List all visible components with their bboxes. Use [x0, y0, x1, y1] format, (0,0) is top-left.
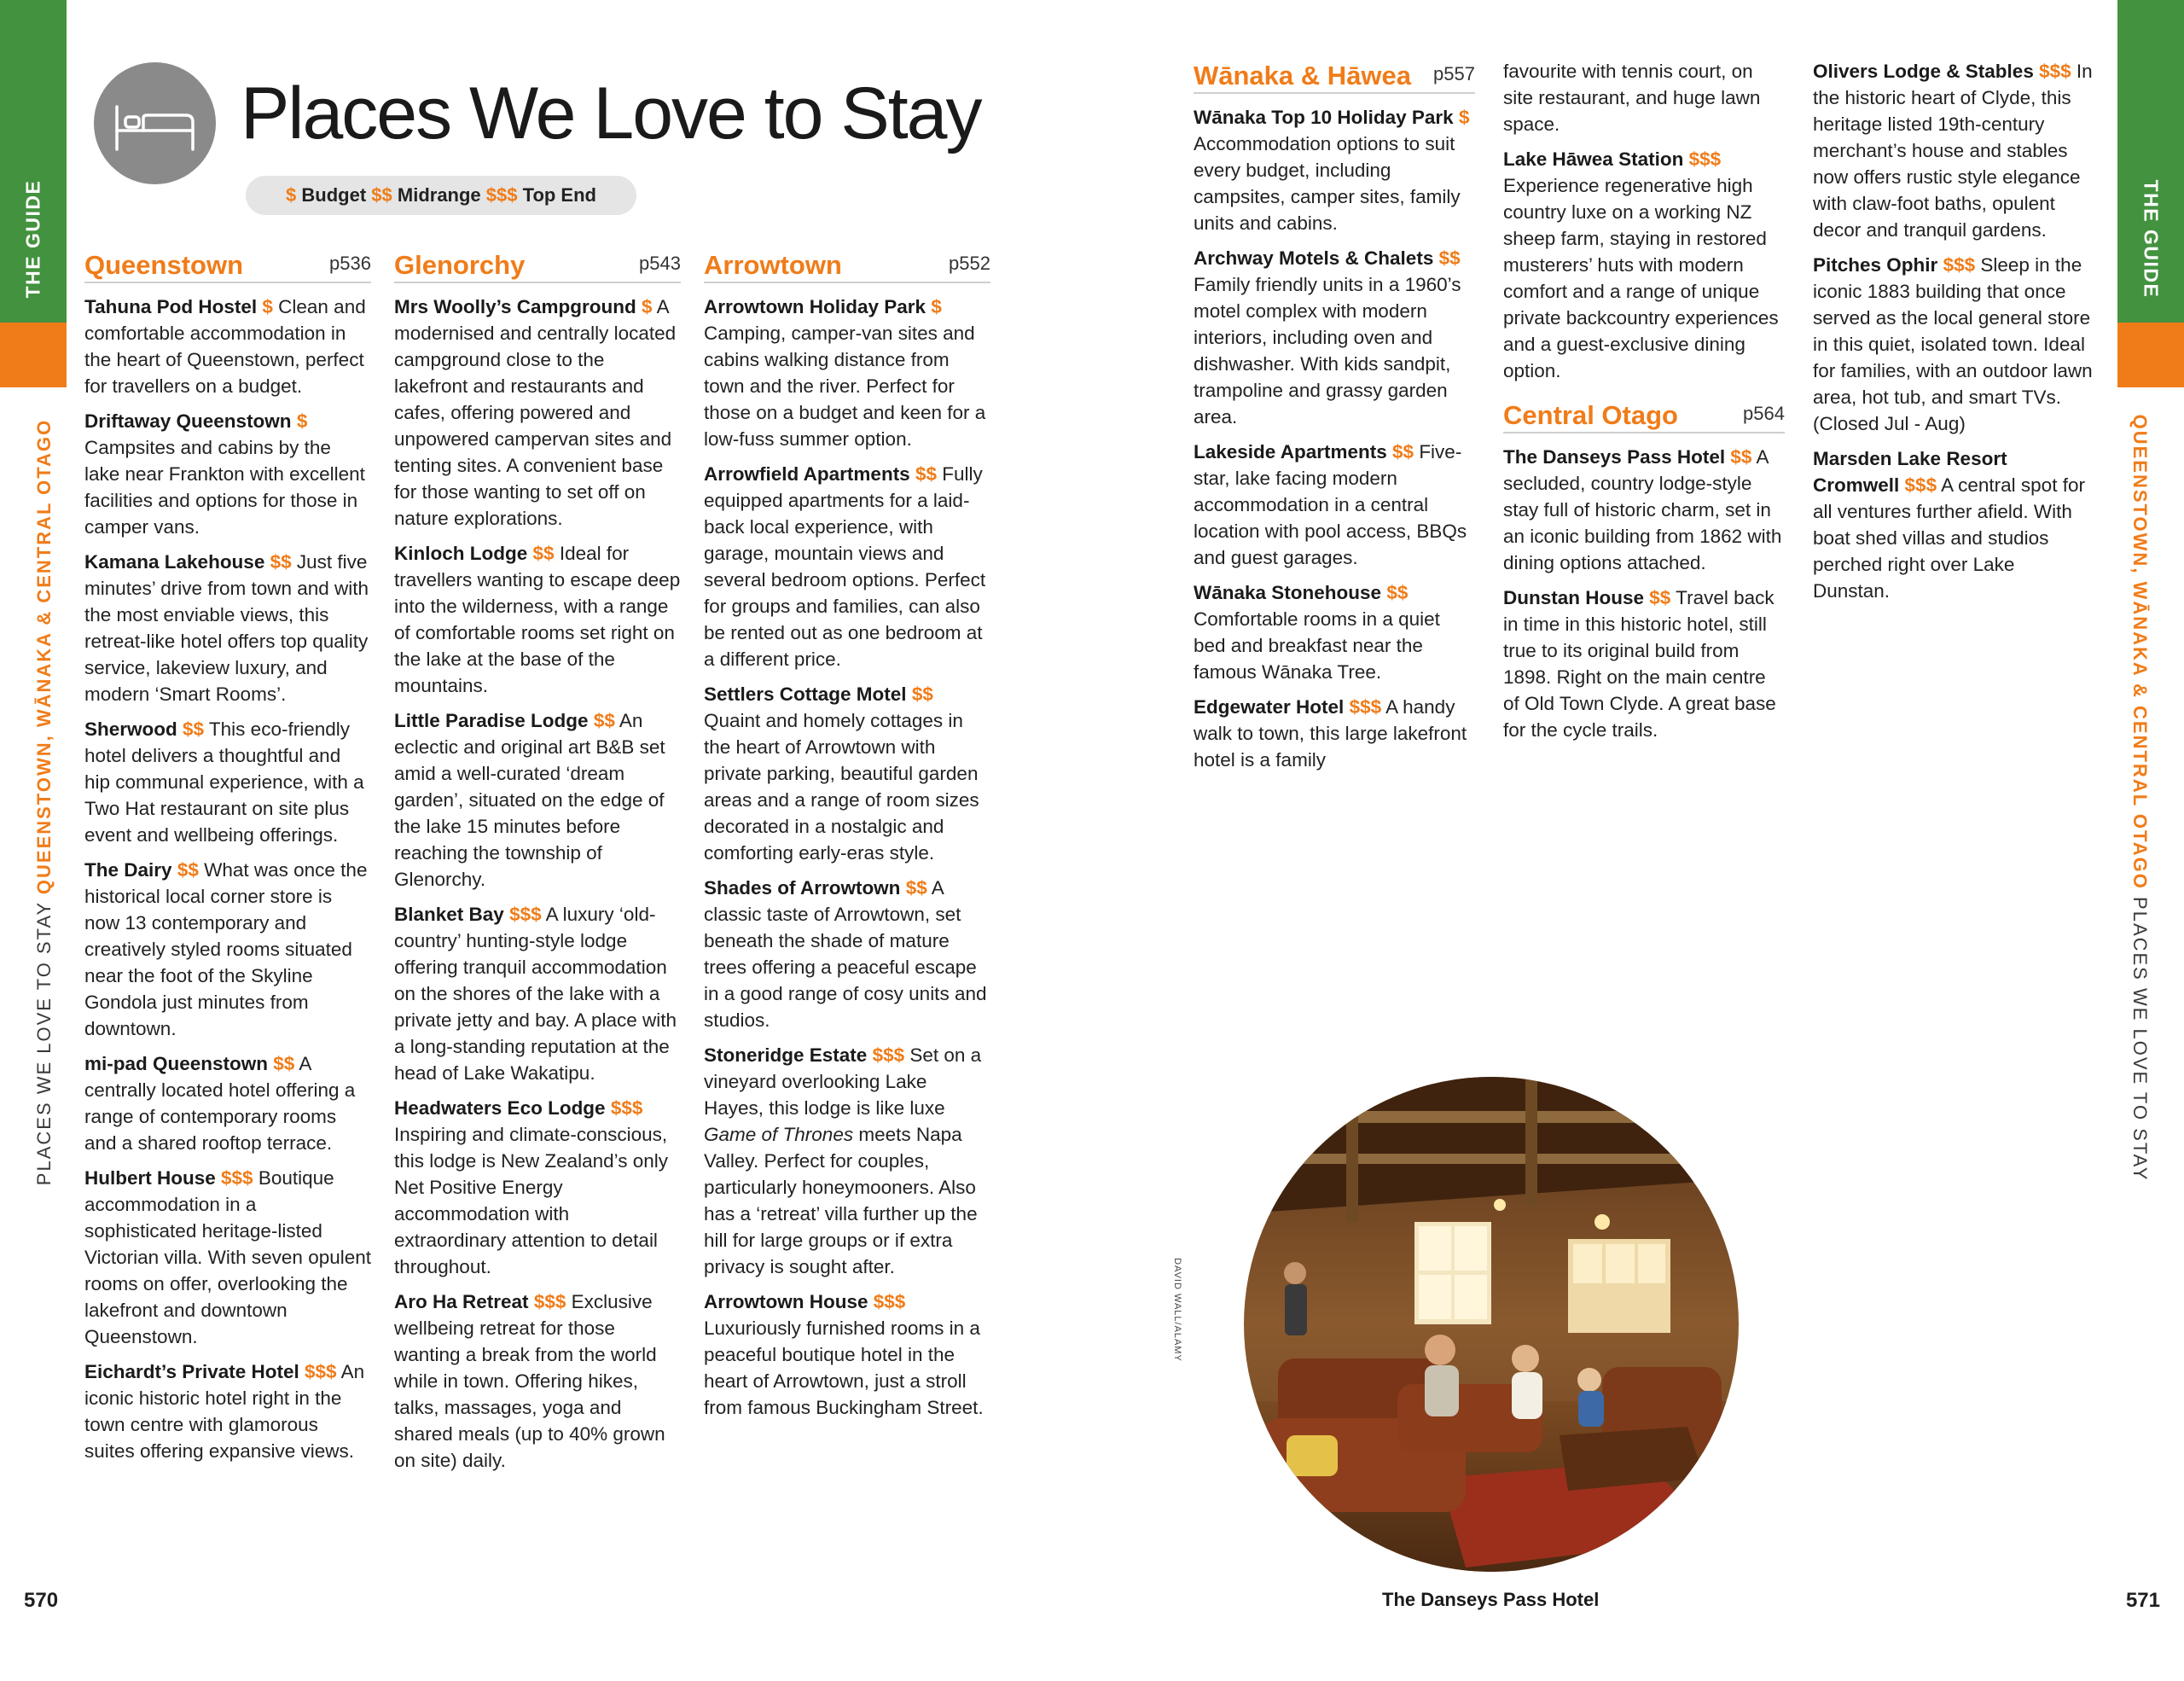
- price-tag: $$$: [533, 1291, 566, 1312]
- listing-name: Blanket Bay: [394, 904, 504, 925]
- listing-description: Clean and comfortable accommodation in the heart of Queenstown, perfect for travellers on a budget.: [84, 296, 366, 397]
- list-item: [1503, 146, 1785, 384]
- listing-description: In the historic heart of Clyde, this heritage listed 19th-century merchant’s house and stables now offers rustic style elegance with claw-foot baths, opulent decor and tranquil gardens.: [1813, 61, 2093, 241]
- section-title: Queenstown: [84, 250, 244, 280]
- section-header-glenorchy: [394, 242, 681, 283]
- list-item: [394, 901, 681, 1086]
- price-tag: $$: [1392, 441, 1414, 462]
- listing-name: Pitches Ophir: [1813, 254, 1938, 276]
- running-head-right-highlight: QUEENSTOWN, WĀNAKA & CENTRAL OTAGO: [2129, 414, 2151, 890]
- list-item: [394, 1288, 681, 1474]
- listing-description-title: Game of Thrones: [704, 1124, 854, 1145]
- legend-symbol-budget: $: [286, 184, 297, 206]
- listing-name: The Danseys Pass Hotel: [1503, 446, 1726, 468]
- section-title: Central Otago: [1503, 400, 1678, 430]
- price-tag: $$: [273, 1053, 295, 1074]
- list-item: [394, 540, 681, 699]
- listing-name: Lakeside Apartments: [1194, 441, 1387, 462]
- listing-name: Edgewater Hotel: [1194, 696, 1345, 718]
- listing-name: Settlers Cottage Motel: [704, 683, 907, 705]
- price-tag: $$$: [872, 1044, 905, 1066]
- section-page-ref: p557: [1433, 63, 1475, 84]
- legend-label-budget: Budget: [301, 184, 367, 206]
- legend-symbol-top-end: $$$: [485, 184, 518, 206]
- price-tag: $$: [183, 718, 205, 740]
- legend-label-midrange: Midrange: [397, 184, 481, 206]
- page-number-right: 571: [2125, 1589, 2160, 1612]
- listing-description: Travel back in time in this historic hotel, still true to its original build from 1898. Right on the main centre of Old Town Clyde. A great base for the cycle trails.: [1503, 587, 1776, 741]
- price-tag: $$: [177, 859, 199, 881]
- listing-description: Quaint and homely cottages in the heart of Arrowtown with private parking, beautiful garden areas and a range of room sizes decorated in a nostalgic and comforting early-eras style.: [704, 710, 979, 864]
- list-item: [704, 681, 990, 866]
- listing-description: Camping, camper-van sites and cabins walking distance from town and the river. Perfect for those on a budget and keen for a low-fuss summer option.: [704, 323, 986, 450]
- running-head-left-prefix: PLACES WE LOVE TO STAY: [33, 901, 55, 1186]
- price-tag: $$$: [1688, 148, 1722, 170]
- running-head-right: [2129, 415, 2151, 1182]
- guide-tab-label-left: THE GUIDE: [21, 179, 44, 299]
- listing-description: A luxury ‘old-country’ hunting-style lodge offering tranquil accommodation on the shores of the lake with a private jetty and bay. A place with a long-standing reputation at the head of Lake Wakatipu.: [394, 904, 677, 1084]
- section-page-ref: p536: [329, 253, 371, 274]
- price-tag: $$$: [221, 1167, 253, 1189]
- section-header-arrowtown: [704, 242, 990, 283]
- list-item: [84, 549, 371, 707]
- running-head-left: [33, 419, 55, 1185]
- list-item: [84, 1165, 371, 1350]
- listing-description: Ideal for travellers wanting to escape deep into the wilderness, with a range of comfortable rooms set right on the lake at the base of the mountains.: [394, 543, 681, 696]
- page-title: Places We Love to Stay: [241, 73, 981, 154]
- list-item: [84, 857, 371, 1042]
- listing-description: Just five minutes’ drive from town and with the most enviable views, this retreat-like hotel offers top quality service, lakeview luxury, and modern ‘Smart Rooms’.: [84, 551, 369, 705]
- price-tag: $$$: [509, 904, 542, 925]
- list-item: [1503, 585, 1785, 743]
- listing-description: A central spot for all ventures further afield. With boat shed villas and studios perched right over Lake Dunstan.: [1813, 474, 2085, 602]
- price-tag: $$: [1649, 587, 1671, 608]
- list-item: [1813, 445, 2094, 604]
- list-item: [84, 716, 371, 848]
- price-tag: $$: [911, 683, 933, 705]
- listing-description: Luxuriously furnished rooms in a peaceful boutique hotel in the heart of Arrowtown, just a stroll from famous Buckingham Street.: [704, 1317, 984, 1418]
- list-item: [84, 1050, 371, 1156]
- listing-description: Accommodation options to suit every budget, including campsites, camper sites, family units and cabins.: [1194, 133, 1461, 234]
- price-tag: $$$: [610, 1097, 643, 1119]
- listing-name: Arrowfield Apartments: [704, 463, 910, 485]
- section-header-central-otago: [1503, 393, 1785, 433]
- listing-description: Campsites and cabins by the lake near Frankton with excellent facilities and options for those in camper vans.: [84, 437, 365, 538]
- section-marker-left: [0, 323, 67, 387]
- guide-tab-label-right: THE GUIDE: [2140, 179, 2163, 299]
- listing-description: An eclectic and original art B&B set amid a well-curated ‘dream garden’, situated on the edge of the lake 15 minutes before reaching the township of Glenorchy.: [394, 710, 665, 890]
- listing-name: The Dairy: [84, 859, 172, 881]
- listing-description: Comfortable rooms in a quiet bed and breakfast near the famous Wānaka Tree.: [1194, 608, 1440, 683]
- section-title: Arrowtown: [704, 250, 842, 280]
- listing-description: A secluded, country lodge-style stay full of historic charm, set in an iconic building from 1862 with dining options attached.: [1503, 446, 1782, 573]
- price-tag: $: [1458, 107, 1470, 128]
- hotel-lounge-photo: [1244, 1077, 1739, 1572]
- listing-name: Lake Hāwea Station: [1503, 148, 1684, 170]
- listing-description-b: meets Napa Valley. Perfect for couples, particularly honeymooners. Also has a ‘retreat’ villa further up the hill for large groups or if extra privacy is sought after.: [704, 1124, 978, 1277]
- price-legend: [246, 176, 636, 215]
- price-tag: $$: [532, 543, 555, 564]
- listing-name: Kinloch Lodge: [394, 543, 528, 564]
- list-item: [1813, 58, 2094, 243]
- listing-name: Aro Ha Retreat: [394, 1291, 529, 1312]
- price-tag: $$: [1386, 582, 1409, 603]
- listing-name: Little Paradise Lodge: [394, 710, 589, 731]
- listing-name: Mrs Woolly’s Campground: [394, 296, 636, 317]
- legend-symbol-midrange: $$: [371, 184, 392, 206]
- price-tag: $$: [593, 710, 615, 731]
- listing-description: Boutique accommodation in a sophisticated heritage-listed Victorian villa. With seven opulent rooms on offer, overlooking the lakefront and downtown Queenstown.: [84, 1167, 372, 1347]
- list-item: [84, 294, 371, 399]
- column-central-otago-cont: [1813, 58, 2094, 613]
- listing-name: Headwaters Eco Lodge: [394, 1097, 606, 1119]
- price-tag: $$$: [873, 1291, 906, 1312]
- section-page-ref: p552: [949, 253, 990, 274]
- price-tag: $$: [270, 551, 292, 573]
- listing-description: Five-star, lake facing modern accommodation in a central location with pool access, BBQs and guest garages.: [1194, 441, 1467, 568]
- list-item: [394, 294, 681, 532]
- list-item: [704, 1042, 990, 1280]
- legend-label-top-end: Top End: [522, 184, 596, 206]
- section-page-ref: p564: [1743, 403, 1785, 424]
- list-item: [1194, 104, 1475, 236]
- price-tag: $$: [905, 877, 927, 899]
- price-tag: $$$: [305, 1361, 337, 1382]
- listing-description: A classic taste of Arrowtown, set beneath the shade of mature trees offering a peaceful escape in a good range of cosy units and studios.: [704, 877, 987, 1031]
- column-central-otago: [1503, 58, 1785, 752]
- section-page-ref: p543: [639, 253, 681, 274]
- listing-name: Arrowtown Holiday Park: [704, 296, 926, 317]
- list-item: [704, 294, 990, 452]
- price-tag: $: [262, 296, 273, 317]
- listing-description: Inspiring and climate-conscious, this lodge is New Zealand’s only Net Positive Energy accommodation with extraordinary attention to detail throughout.: [394, 1124, 669, 1277]
- list-item: [704, 875, 990, 1033]
- price-tag: $: [642, 296, 653, 317]
- listing-description: Exclusive wellbeing retreat for those wanting a break from the world while in town. Offering hikes, talks, massages, yoga and shared meals (up to 40% grown on site) daily.: [394, 1291, 665, 1471]
- listing-description: Family friendly units in a 1960’s motel complex with modern interiors, including oven and dishwasher. With kids sandpit, trampoline and grassy garden area.: [1194, 274, 1461, 428]
- listing-description: An iconic historic hotel right in the town centre with glamorous suites offering expansive views.: [84, 1361, 365, 1462]
- list-item: [84, 408, 371, 540]
- price-tag: $$$: [1349, 696, 1382, 718]
- listing-name: Marsden Lake Resort Cromwell: [1813, 448, 2007, 496]
- listing-name: Archway Motels & Chalets: [1194, 247, 1434, 269]
- running-head-left-highlight: QUEENSTOWN, WĀNAKA & CENTRAL OTAGO: [33, 418, 55, 895]
- list-item: [1194, 245, 1475, 430]
- column-wanaka: [1194, 53, 1475, 782]
- list-item: [394, 1095, 681, 1280]
- listing-name: Wānaka Top 10 Holiday Park: [1194, 107, 1454, 128]
- price-tag: $$: [1730, 446, 1752, 468]
- listing-name: Dunstan House: [1503, 587, 1645, 608]
- list-item: [394, 707, 681, 893]
- list-item: [1813, 252, 2094, 437]
- section-title: Wānaka & Hāwea: [1194, 61, 1411, 90]
- listing-name: Tahuna Pod Hostel: [84, 296, 258, 317]
- listing-name: Arrowtown House: [704, 1291, 868, 1312]
- listing-name: Kamana Lakehouse: [84, 551, 265, 573]
- listing-description: What was once the historical local corner store is now 13 contemporary and creatively styled rooms situated near the foot of the Skyline Gondola just minutes from downtown.: [84, 859, 368, 1039]
- list-item: [1194, 694, 1475, 773]
- listing-description: A centrally located hotel offering a range of contemporary rooms and a shared rooftop terrace.: [84, 1053, 356, 1154]
- price-tag: $: [931, 296, 942, 317]
- listing-description: This eco-friendly hotel delivers a thoughtful and hip communal experience, with a Two Hat restaurant on site plus event and wellbeing offerings.: [84, 718, 364, 846]
- section-header-queenstown: [84, 242, 371, 283]
- listing-description: A handy walk to town, this large lakefront hotel is a family: [1194, 696, 1467, 771]
- listing-description: Sleep in the iconic 1883 building that once served as the local general store in this quiet, isolated town. Ideal for families, with an outdoor lawn area, hot tub, and smart TVs. (Closed Jul - Aug): [1813, 254, 2093, 434]
- listing-name: Hulbert House: [84, 1167, 216, 1189]
- price-tag: $$$: [1904, 474, 1937, 496]
- list-item: [1194, 579, 1475, 685]
- listing-description: Fully equipped apartments for a laid-back local experience, with garage, mountain views and several bedroom options. Perfect for groups and families, can also be rented out as one bedroom at a different price.: [704, 463, 986, 670]
- price-tag: $$$: [2039, 61, 2071, 82]
- listing-name: Sherwood: [84, 718, 177, 740]
- section-marker-right: [2117, 323, 2184, 387]
- continued-text: favourite with tennis court, on site restaurant, and huge lawn space.: [1503, 61, 1761, 135]
- photo-credit: DAVID WALL/ALAMY: [1172, 1258, 1182, 1362]
- column-queenstown: [84, 242, 371, 1473]
- list-item: [1194, 439, 1475, 571]
- section-title: Glenorchy: [394, 250, 526, 280]
- list-item: [84, 1358, 371, 1464]
- running-head-right-suffix: PLACES WE LOVE TO STAY: [2129, 897, 2151, 1182]
- listing-name: Wānaka Stonehouse: [1194, 582, 1382, 603]
- column-arrowtown: [704, 242, 990, 1429]
- photo-caption: The Danseys Pass Hotel: [1382, 1589, 1600, 1610]
- list-item: [1503, 444, 1785, 576]
- listing-name: Driftaway Queenstown: [84, 410, 292, 432]
- listing-description: Experience regenerative high country luxe on a working NZ sheep farm, staying in restored musterers’ huts with modern comfort and a range of unique private backcountry experiences and a guest-exclusive dining option.: [1503, 175, 1779, 381]
- price-tag: $$$: [1943, 254, 1976, 276]
- listing-description: A modernised and centrally located campground close to the lakefront and restaurants and cafes, offering powered and unpowered campervan sites and tenting sites. A convenient base for those wanting to set off on nature explorations.: [394, 296, 677, 529]
- list-item: [704, 461, 990, 672]
- listing-name: Stoneridge Estate: [704, 1044, 868, 1066]
- listing-name: Eichardt’s Private Hotel: [84, 1361, 299, 1382]
- listing-name: Shades of Arrowtown: [704, 877, 901, 899]
- price-tag: $$: [915, 463, 937, 485]
- section-header-wanaka: [1194, 53, 1475, 94]
- page-number-left: 570: [24, 1589, 59, 1612]
- listing-name: Olivers Lodge & Stables: [1813, 61, 2034, 82]
- listing-description-a: Set on a vineyard overlooking Lake Hayes, this lodge is like luxe: [704, 1044, 982, 1119]
- price-tag: $$: [1438, 247, 1461, 269]
- list-item: [704, 1288, 990, 1421]
- bed-icon: [94, 62, 216, 184]
- listing-name: mi-pad Queenstown: [84, 1053, 269, 1074]
- column-glenorchy: [394, 242, 681, 1482]
- price-tag: $: [296, 410, 308, 432]
